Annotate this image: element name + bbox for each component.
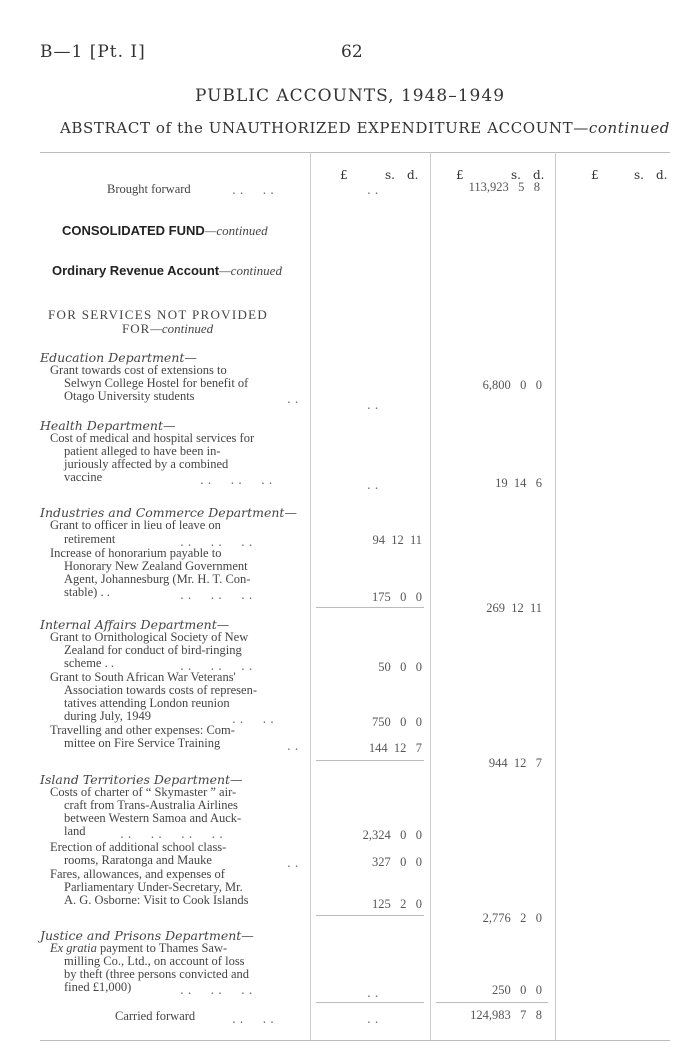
industries-line: Increase of honorarium payable to: [50, 546, 222, 560]
consolidated-fund-heading: [62, 223, 268, 239]
ordinary-revenue-heading: [52, 263, 282, 279]
health-line: vaccine: [64, 470, 103, 484]
services-heading-line1: FOR SERVICES NOT PROVIDED: [48, 307, 269, 322]
justice-line-rest: payment to Thames Saw-: [96, 941, 228, 955]
island-line: Costs of charter of “ Skymaster ” air-: [50, 785, 237, 799]
island-line: Fares, allowances, and expenses of: [50, 867, 225, 881]
col3-pound-heading: £: [591, 168, 599, 182]
subtitle-continued: —continued: [573, 119, 670, 137]
internal-line: Zealand for conduct of bird-ringing: [64, 643, 242, 657]
document-reference: B—1 [Pt. I]: [40, 42, 146, 62]
island-line: land: [64, 824, 86, 838]
industries-amount-2: 175 0 0: [372, 590, 422, 604]
carried-forward-label: Carried forward: [115, 1009, 196, 1023]
island-amount-3: 125 2 0: [372, 897, 422, 911]
education-col1-dots: . .: [367, 398, 379, 412]
brought-forward-col1: . .: [367, 183, 379, 197]
internal-line: mittee on Fire Service Training: [64, 736, 221, 750]
col2-pence-heading: d.: [533, 168, 545, 182]
justice-col1-dots: . .: [367, 986, 379, 1000]
health-heading: Health Department—: [40, 418, 176, 433]
col2-pound-heading: £: [456, 168, 464, 182]
island-line: rooms, Raratonga and Mauke: [64, 853, 212, 867]
island-dots: . .: [287, 856, 299, 870]
col3-pence-heading: d.: [656, 168, 668, 182]
consolidated-fund-main: CONSOLIDATED FUND: [62, 223, 205, 238]
industries-line: Honorary New Zealand Government: [64, 559, 248, 573]
island-dots: . . . . . . . .: [120, 827, 223, 841]
industries-dots: . . . . . .: [180, 588, 253, 602]
col1-pence-heading: d.: [407, 168, 419, 182]
column-divider-2: [430, 152, 431, 1040]
justice-line: milling Co., Ltd., on account of loss: [64, 954, 245, 968]
carried-forward-amount: 124,983 7 8: [470, 1008, 542, 1022]
services-heading-continued: —continued: [150, 321, 214, 336]
services-heading-line2: [122, 322, 213, 335]
internal-line: Grant to South African War Veterans': [50, 670, 236, 684]
health-amount: 19 14 6: [495, 476, 542, 490]
brought-forward-dots: . . . .: [232, 183, 274, 197]
internal-dots: . . . . . .: [180, 659, 253, 673]
internal-amount-3: 144 12 7: [368, 741, 422, 755]
internal-affairs-heading: Internal Affairs Department—: [40, 617, 230, 632]
justice-line: fined £1,000): [64, 980, 132, 994]
services-heading-for: FOR: [122, 321, 151, 336]
carried-forward-dots: . . . .: [232, 1012, 274, 1026]
education-dots: . .: [287, 392, 299, 406]
internal-amount-2: 750 0 0: [372, 715, 422, 729]
internal-subtotal-rule: [316, 760, 424, 761]
island-line: Parliamentary Under-Secretary, Mr.: [64, 880, 243, 894]
industries-heading: Industries and Commerce Department—: [40, 505, 297, 520]
internal-total: 944 12 7: [488, 756, 542, 770]
island-amount-2: 327 0 0: [372, 855, 422, 869]
brought-forward-amount: 113,923 5 8: [468, 180, 540, 194]
internal-line: Grant to Ornithological Society of New: [50, 630, 249, 644]
health-col1-dots: . .: [367, 478, 379, 492]
justice-line: by theft (three persons convicted and: [64, 967, 250, 981]
education-amount: 6,800 0 0: [482, 378, 542, 392]
education-line: Selwyn College Hostel for benefit of: [64, 376, 249, 390]
internal-dots: . . . .: [232, 712, 274, 726]
justice-dots: . . . . . .: [180, 983, 253, 997]
internal-line: scheme . .: [64, 656, 114, 670]
education-heading: Education Department—: [40, 350, 197, 365]
island-total: 2,776 2 0: [482, 911, 542, 925]
industries-dots: . . . . . .: [180, 535, 253, 549]
island-line: craft from Trans-Australia Airlines: [64, 798, 238, 812]
table-top-rule: [40, 152, 670, 153]
ordinary-revenue-continued: —continued: [219, 263, 282, 278]
health-line: Cost of medical and hospital services for: [50, 431, 255, 445]
education-line: Grant towards cost of extensions to: [50, 363, 227, 377]
page-subtitle: [60, 119, 670, 137]
island-territories-heading: Island Territories Department—: [40, 772, 243, 787]
internal-amount-1: 50 0 0: [378, 660, 422, 674]
internal-line: Association towards costs of represen-: [64, 683, 258, 697]
internal-line: tatives attending London reunion: [64, 696, 230, 710]
island-subtotal-rule: [316, 915, 424, 916]
industries-amount-1: 94 12 11: [372, 533, 422, 547]
column-divider-3: [555, 152, 556, 1040]
brought-forward-label: Brought forward: [107, 182, 191, 196]
internal-dots: . .: [287, 739, 299, 753]
justice-ex-gratia: Ex gratia: [50, 941, 97, 955]
col2-shillings-heading: s.: [511, 168, 521, 182]
page-number: 62: [341, 42, 363, 62]
island-amount-1: 2,324 0 0: [362, 828, 422, 842]
health-line: patient alleged to have been in-: [64, 444, 221, 458]
carried-forward-col1: . .: [367, 1012, 379, 1026]
education-line: Otago University students: [64, 389, 195, 403]
carried-forward-rule-col1: [316, 1002, 424, 1003]
health-dots: . . . . . .: [200, 473, 273, 487]
industries-subtotal-rule: [316, 607, 424, 608]
justice-heading: Justice and Prisons Department—: [40, 928, 254, 943]
ordinary-revenue-main: Ordinary Revenue Account: [52, 263, 220, 278]
subtitle-main: ABSTRACT of the UNAUTHORIZED EXPENDITURE ACCOUNT: [60, 119, 574, 137]
col3-shillings-heading: s.: [634, 168, 644, 182]
health-line: juriously affected by a combined: [64, 457, 229, 471]
industries-line: Grant to officer in lieu of leave on: [50, 518, 221, 532]
table-bottom-rule: [40, 1040, 670, 1041]
justice-amount: 250 0 0: [492, 983, 542, 997]
industries-total: 269 12 11: [486, 601, 542, 615]
island-line: between Western Samoa and Auck-: [64, 811, 242, 825]
col1-shillings-heading: s.: [385, 168, 395, 182]
industries-line: Agent, Johannesburg (Mr. H. T. Con-: [64, 572, 251, 586]
industries-line: stable) . .: [64, 585, 110, 599]
page-title: PUBLIC ACCOUNTS, 1948–1949: [194, 86, 506, 106]
col1-pound-heading: £: [340, 168, 348, 182]
internal-line: during July, 1949: [64, 709, 152, 723]
island-line: A. G. Osborne: Visit to Cook Islands: [64, 893, 249, 907]
internal-line: Travelling and other expenses: Com-: [50, 723, 235, 737]
carried-forward-rule-col2: [436, 1002, 548, 1003]
industries-line: retirement: [64, 532, 116, 546]
consolidated-fund-continued: —continued: [204, 223, 268, 238]
island-line: Erection of additional school class-: [50, 840, 227, 854]
